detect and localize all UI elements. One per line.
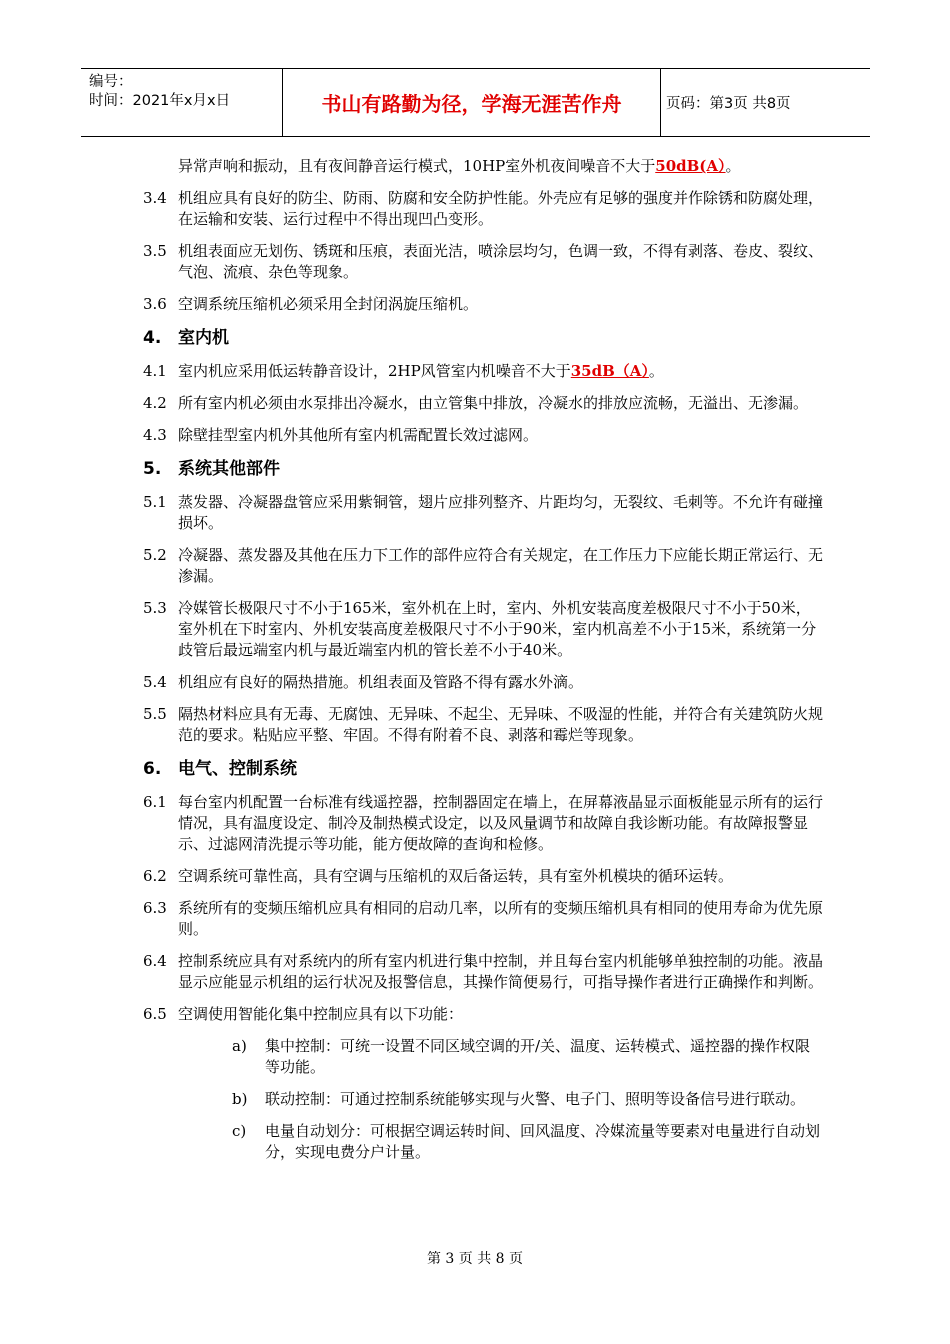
- clause-4-1: 4.1 室内机应采用低运转静音设计，2HP风管室内机噪音不大于35dB（A）。: [143, 362, 664, 380]
- clause-text: 每台室内机配置一台标准有线遥控器，控制器固定在墙上，在屏幕液晶显示面板能显示所有的运行情况，具有温度设定、制冷及制热模式设定，以及风量调节和故障自我诊断功能。有故障报警显示、过滤网清洗提示等功能，能方便故障的查询和检修。: [178, 793, 824, 853]
- clause-4-2: [143, 393, 823, 414]
- clause-number: 5.2: [143, 546, 167, 564]
- clause-text: 所有室内机必须由水泵排出冷凝水，由立管集中排放，冷凝水的排放应流畅，无溢出、无渗漏。: [178, 394, 809, 412]
- clause-4-3: [143, 425, 823, 446]
- page-footer: 第 3 页 共 8 页: [426, 1251, 524, 1267]
- clause-number: 6.1: [143, 793, 167, 811]
- clause-text: 除壁挂型室内机外其他所有室内机需配置长效过滤网。: [178, 426, 539, 444]
- page-header: [81, 68, 870, 137]
- clause-text: 冷凝器、蒸发器及其他在压力下工作的部件应符合有关规定，在工作压力下应能长期正常运行、无渗漏。: [178, 546, 824, 585]
- clause-number: 6.3: [143, 899, 167, 917]
- clause-text: 机组应具有良好的防尘、防雨、防腐和安全防护性能。外壳应有足够的强度并作除锈和防腐处理，在运输和安装、运行过程中不得出现凹凸变形。: [178, 189, 824, 228]
- header-page-info: 页码：第3页 共8页: [666, 96, 791, 112]
- clause-number: 4.1: [143, 362, 167, 380]
- clause-5-4: [143, 672, 823, 693]
- clause-number: 5.1: [143, 493, 167, 511]
- clause-text: 系统所有的变频压缩机应具有相同的启动几率，以所有的变频压缩机具有相同的使用寿命为优先原则。: [178, 899, 824, 938]
- clause-number: 5.3: [143, 599, 167, 617]
- subclause-letter: b): [232, 1090, 248, 1108]
- subclause-text: 电量自动划分：可根据空调运转时间、回风温度、冷媒流量等要素对电量进行自动划分，实现电费分户计量。: [265, 1122, 821, 1161]
- clause-3-6: [143, 294, 823, 315]
- section-heading-5: 5. 系统其他部件: [143, 459, 280, 479]
- clause-text: 机组表面应无划伤、锈斑和压痕，表面光洁，喷涂层均匀，色调一致，不得有剥落、卷皮、裂纹、气泡、流痕、杂色等现象。: [178, 242, 824, 281]
- clause-6-2: [143, 866, 823, 887]
- clause-text: 空调系统压缩机必须采用全封闭涡旋压缩机。: [178, 295, 479, 313]
- header-meta-cell: [81, 69, 283, 136]
- clause-text: 控制系统应具有对系统内的所有室内机进行集中控制，并且每台室内机能够单独控制的功能。液晶显示应能显示机组的运行状况及报警信息，其操作简便易行，可指导操作者进行正确操作和判断。: [178, 952, 824, 991]
- clause-number: 4.3: [143, 426, 167, 444]
- clause-5-3: [143, 598, 823, 661]
- clause-text: 空调使用智能化集中控制应具有以下功能：: [178, 1005, 464, 1023]
- clause-number: 6.5: [143, 1005, 167, 1023]
- clause-text: 冷媒管长极限尺寸不小于165米，室外机在上时，室内、外机安装高度差极限尺寸不小于50米，室外机在下时室内、外机安装高度差极限尺寸不小于90米，室内机高差不小于15米，系统第一分歧管后最远端室内机与最近端室内机的管长差不小于40米。: [178, 599, 817, 659]
- clause-number: 5.4: [143, 673, 167, 691]
- clause-number: 3.6: [143, 295, 167, 313]
- header-motto: 书山有路勤为径，学海无涯苦作舟: [283, 69, 661, 136]
- section-heading-4: 4. 室内机: [143, 328, 229, 348]
- clause-text: 空调系统可靠性高，具有空调与压缩机的双后备运转，具有室外机模块的循环运转。: [178, 867, 734, 885]
- doc-number-label: 编号：: [89, 74, 133, 90]
- noise-limit-indoor: 35dB（A）: [570, 362, 649, 380]
- date-line: 时间：2021年x月x日: [89, 93, 231, 109]
- subclause-letter: c): [232, 1122, 247, 1140]
- clause-6-1: [143, 792, 823, 855]
- document-body: [143, 156, 823, 1174]
- clause-number: 5.5: [143, 705, 167, 723]
- clause-number: 6.2: [143, 867, 167, 885]
- section-heading-6: 6. 电气、控制系统: [143, 759, 297, 779]
- clause-6-5: [143, 1004, 823, 1025]
- clause-number: 3.4: [143, 189, 167, 207]
- clause-text: 隔热材料应具有无毒、无腐蚀、无异味、不起尘、无异味、不吸湿的性能，并符合有关建筑防火规范的要求。粘贴应平整、牢固。不得有附着不良、剥落和霉烂等现象。: [178, 705, 824, 744]
- clause-5-1: [143, 492, 823, 534]
- clause-number: 4.2: [143, 394, 167, 412]
- subclause-c: [143, 1121, 823, 1163]
- paragraph-continuation: 异常声响和振动，且有夜间静音运行模式，10HP室外机夜间噪音不大于50dB(A）。: [178, 157, 741, 175]
- subclause-letter: a): [232, 1037, 247, 1055]
- clause-3-4: [143, 188, 823, 230]
- clause-number: 3.5: [143, 242, 167, 260]
- clause-6-4: [143, 951, 823, 993]
- subclause-text: 联动控制：可通过控制系统能够实现与火警、电子门、照明等设备信号进行联动。: [265, 1090, 806, 1108]
- clause-3-5: [143, 241, 823, 283]
- noise-limit-outdoor: 50dB(A）: [655, 157, 726, 175]
- clause-text: 机组应有良好的隔热措施。机组表面及管路不得有露水外滴。: [178, 673, 584, 691]
- clause-number: 6.4: [143, 952, 167, 970]
- subclause-a: [143, 1036, 823, 1078]
- clause-5-2: [143, 545, 823, 587]
- clause-text: 蒸发器、冷凝器盘管应采用紫铜管，翅片应排列整齐、片距均匀，无裂纹、毛刺等。不允许有碰撞损坏。: [178, 493, 824, 532]
- clause-5-5: [143, 704, 823, 746]
- subclause-b: [143, 1089, 823, 1110]
- subclause-text: 集中控制：可统一设置不同区域空调的开/关、温度、运转模式、遥控器的操作权限等功能。: [265, 1037, 811, 1076]
- clause-6-3: [143, 898, 823, 940]
